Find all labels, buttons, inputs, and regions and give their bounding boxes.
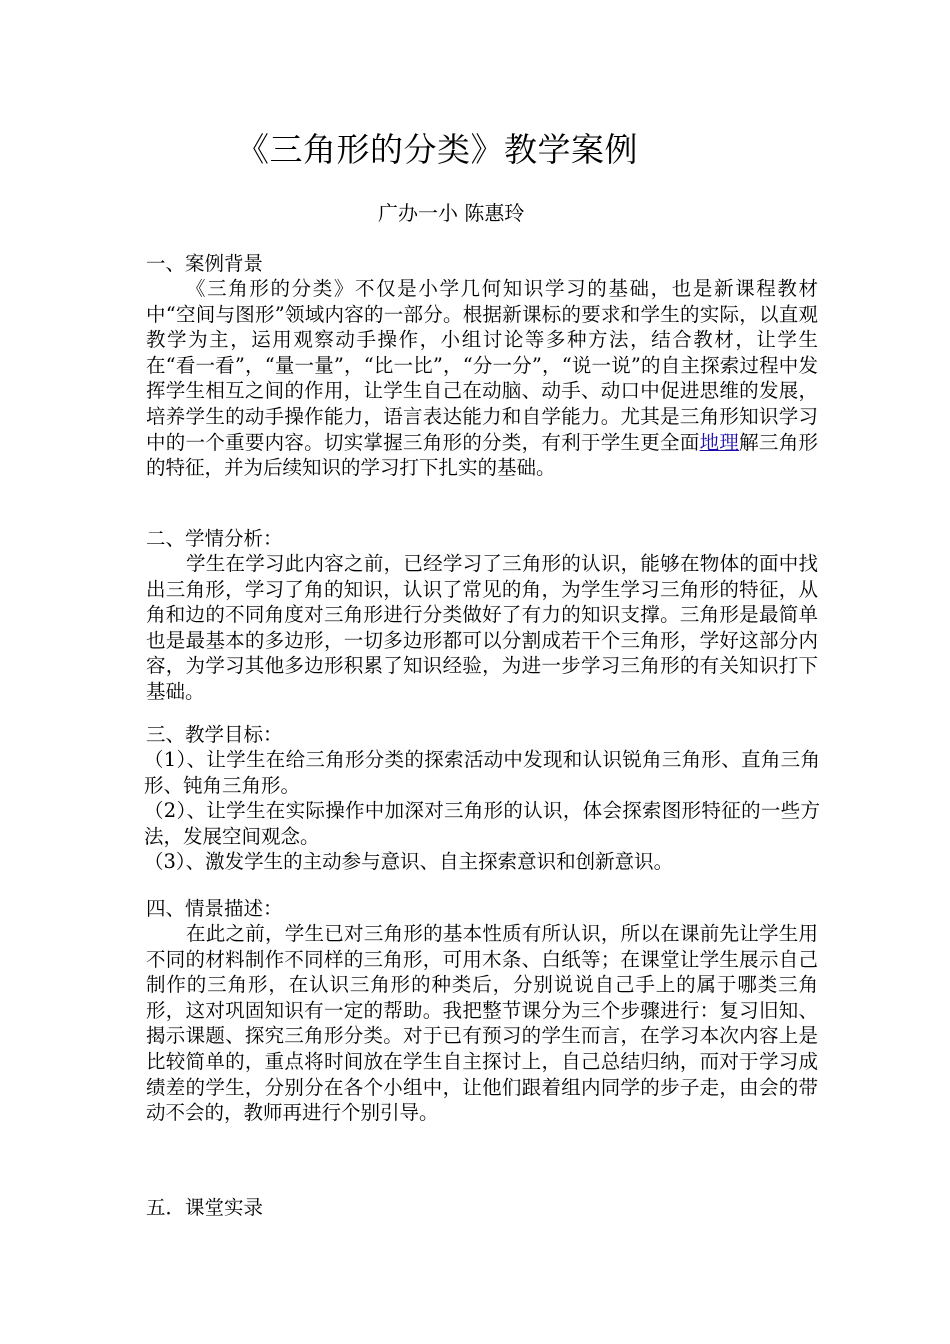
goal-item: （1）、让学生在给三角形分类的探索活动中发现和认识锐角三角形、直角三角形、钝角三角形。 (144, 748, 820, 797)
section-paragraph (146, 276, 818, 481)
goal-item: （2）、让学生在实际操作中加深对三角形的认识，体会探索图形特征的一些方法，发展空间观念。 (144, 799, 820, 848)
section-heading: 三、教学目标： (146, 723, 283, 746)
section-scenario-description (146, 896, 818, 1126)
goal-item: （3）、激发学生的主动参与意识、自主探索意识和创新意识。 (144, 850, 674, 874)
section-learning-analysis (146, 526, 818, 705)
section-case-background (146, 251, 818, 481)
section-paragraph: 学生在学习此内容之前，已经学习了三角形的认识，能够在物体的面中找出三角形，学习了角的知识，认识了常见的角，为学生学习三角形的特征，从角和边的不同角度对三角形进行分类做好了有力的知识支撑。三角形是最简单也是最基本的多边形，一切多边形都可以分割成若干个三角形，学好这部分内容，为学习其他多边形积累了知识经验，为进一步学习三角形的有关知识打下基础。 (146, 552, 818, 703)
paragraph-text: 《三角形的分类》不仅是小学几何知识学习的基础，也是新课程教材中“空间与图形”领域内容的一部分。根据新课标的要求和学生的实际，以直观教学为主，运用观察动手操作，小组讨论等多种方法，结合教材，让学生在“看一看”，“量一量”，“比一比”，“分一分”，“说一说”的自主探索过程中发挥学生相互之间的作用，让学生自己在动脑、动手、动口中促进思维的发展，培养学生的动手操作能力，语言表达能力和自学能力。尤其是三角形知识学习中的一个重要内容。切实掌握三角形的分类，有利于学生更全面 (146, 277, 818, 454)
paragraph-text: 解三角形的特征，并为后续知识的学习打下扎实的基础。 (146, 430, 818, 480)
section-heading: 五．课堂实录 (146, 1196, 264, 1219)
page-title: 《三角形的分类》教学案例 (236, 130, 638, 169)
section-heading: 一、案例背景 (146, 252, 264, 275)
section-teaching-goals (144, 722, 820, 875)
section-classroom-record (146, 1195, 818, 1220)
section-heading: 四、情景描述： (146, 897, 283, 920)
section-paragraph: 在此之前，学生已对三角形的基本性质有所认识，所以在课前先让学生用不同的材料制作不同样的三角形，可用木条、白纸等；在课堂让学生展示自己制作的三角形，在认识三角形的种类后，分别说说自己手上的属于哪类三角形，这对巩固知识有一定的帮助。我把整节课分为三个步骤进行：复习旧知、揭示课题、探究三角形分类。对于已有预习的学生而言，在学习本次内容上是比较简单的，重点将时间放在学生自主探讨上，自己总结归纳，而对于学习成绩差的学生，分别分在各个小组中，让他们跟着组内同学的步子走，由会的带动不会的，教师再进行个别引导。 (146, 922, 818, 1125)
section-heading: 二、学情分析： (146, 527, 283, 550)
author-line: 广办一小 陈惠玲 (378, 201, 525, 225)
inline-link[interactable]: 地理 (699, 430, 740, 454)
